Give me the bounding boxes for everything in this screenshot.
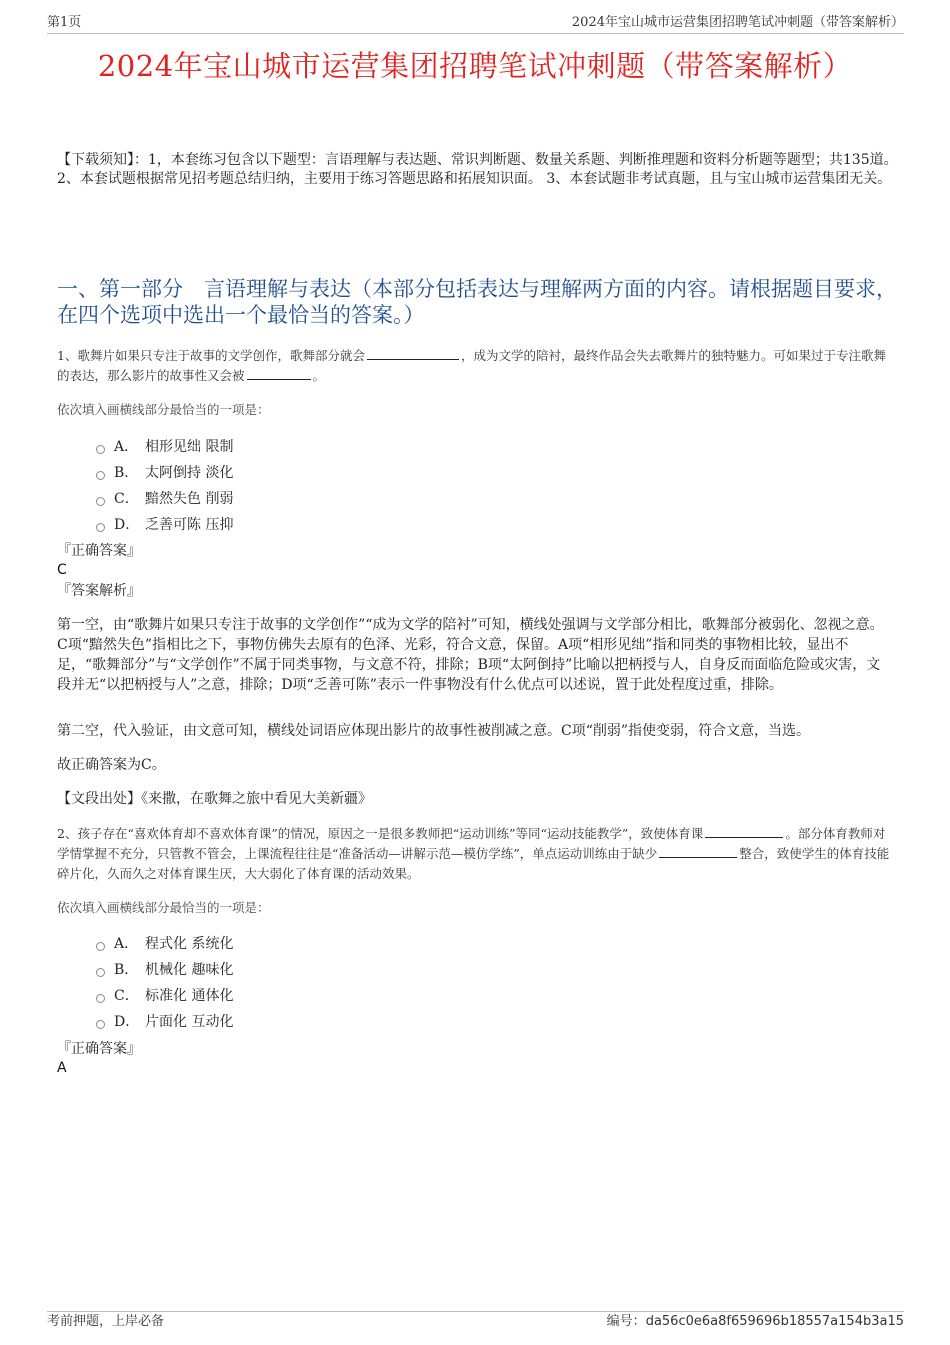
radio-icon[interactable]: [96, 994, 105, 1003]
question-2-blank-1: [705, 824, 783, 838]
footer-document-code: [607, 1313, 904, 1331]
question-1-blank-2: [247, 366, 311, 380]
question-1-text-part-a: 1、歌舞片如果只专注于故事的文学创作，歌舞部分就会: [57, 348, 365, 363]
question-1-prompt: 依次填入画横线部分最恰当的一项是：: [57, 402, 270, 417]
download-notice: 【下载须知】：1，本套练习包含以下题型：言语理解与表达题、常识判断题、数量关系题、判断推理题和资料分析题等题型；共135道。 2、本套试题根据常见招考题总结归纳，主要用于练习答题思路和拓展知识面。 3、本套试题非考试真题，且与宝山城市运营集团无关。: [57, 152, 898, 187]
radio-icon[interactable]: [96, 471, 105, 480]
section-heading: 一、第一部分 言语理解与表达（本部分包括表达与理解两方面的内容。请根据题目要求，在四个选项中选出一个最恰当的答案。）: [57, 277, 897, 327]
question-1-text-part-c: 。: [312, 368, 326, 383]
question-1-blank-1: [367, 346, 459, 360]
footer-code-value: da56c0e6a8f659696b18557a154b3a15: [645, 1314, 904, 1329]
question-2-answer: A: [57, 1060, 67, 1076]
question-1-answer-label: 『正确答案』: [57, 543, 141, 559]
question-1-analysis-paragraph-1: 第一空，由“歌舞片如果只专注于故事的文学创作”“成为文学的陪衬”可知，横线处强调与文学部分相比，歌舞部分被弱化、忽视之意。C项“黯然失色”指相比之下，事物仿佛失去原有的色泽、光彩，符合文意，保留。A项“相形见绌”指和同类的事物相比较，显出不足，“歌舞部分”与“文学创作”不属于同类事物，与文意不符，排除；B项“太阿倒持”比喻以把柄授与人，自身反而面临危险或灾害，文段并无“以把柄授与人”之意，排除；D项“乏善可陈”表示一件事物没有什么优点可以述说，置于此处程度过重，排除。: [57, 617, 884, 693]
question-1-analysis-label: 『答案解析』: [57, 583, 141, 599]
question-1-option-d[interactable]: D． 乏善可陈 压抑: [96, 511, 233, 537]
question-2-option-d[interactable]: D． 片面化 互动化: [96, 1008, 233, 1034]
radio-icon[interactable]: [96, 497, 105, 506]
question-1-analysis-paragraph-2: 第二空，代入验证，由文意可知，横线处词语应体现出影片的故事性被削减之意。C项“削弱”指使变弱，符合文意，当选。: [57, 723, 811, 739]
question-1-text-part-b: ，成为文学的陪衬，最终作品会失去歌舞片的独特魅力。可如果过于专注歌舞的表达，那么影片的故事性又会被: [57, 348, 886, 383]
question-2-text-part-a: 2、孩子存在“喜欢体育却不喜欢体育课”的情况，原因之一是很多教师把“运动训练”等同“运动技能教学”，致使体育课: [57, 826, 704, 841]
question-1-answer: C: [57, 562, 67, 578]
question-1-analysis-paragraph-3: 故正确答案为C。: [57, 757, 166, 773]
question-1-source: 【文段出处】《来撒，在歌舞之旅中看见大美新疆》: [57, 791, 372, 807]
question-2-options: [96, 930, 233, 1034]
question-1-option-b[interactable]: B． 太阿倒持 淡化: [96, 459, 233, 485]
footer-divider: [47, 1311, 904, 1312]
question-1-text: [57, 346, 897, 386]
question-2-text-part-b: 。部分体育教师对学情掌握不充分，只管教不管会，上课流程往往是“准备活动—讲解示范—模仿学练”，单点运动训练由于缺少: [57, 826, 886, 861]
radio-icon[interactable]: [96, 523, 105, 532]
footer-slogan: 考前押题，上岸必备: [47, 1314, 165, 1329]
question-1-option-c[interactable]: C． 黯然失色 削弱: [96, 485, 233, 511]
question-2-option-c[interactable]: C． 标准化 通体化: [96, 982, 233, 1008]
radio-icon[interactable]: [96, 942, 105, 951]
question-2-blank-2: [659, 844, 737, 858]
page-title: 2024年宝山城市运营集团招聘笔试冲刺题（带答案解析）: [97, 49, 853, 83]
question-2-option-a[interactable]: A． 程式化 系统化: [96, 930, 233, 956]
question-2-option-b[interactable]: B． 机械化 趣味化: [96, 956, 233, 982]
radio-icon[interactable]: [96, 1020, 105, 1029]
header-page-number: 第1页: [47, 15, 82, 30]
header-doc-title: 2024年宝山城市运营集团招聘笔试冲刺题（带答案解析）: [571, 15, 904, 30]
question-1-option-a[interactable]: A． 相形见绌 限制: [96, 433, 233, 459]
question-2-text: [57, 824, 897, 884]
question-2-text-part-c: 整合，致使学生的体育技能碎片化，久而久之对体育课生厌，大大弱化了体育课的活动效果。: [57, 846, 890, 881]
header-divider: [47, 33, 904, 34]
question-2-prompt: 依次填入画横线部分最恰当的一项是：: [57, 900, 270, 915]
footer-code-label: 编号：: [606, 1314, 646, 1329]
question-2-answer-label: 『正确答案』: [57, 1041, 141, 1057]
radio-icon[interactable]: [96, 445, 105, 454]
radio-icon[interactable]: [96, 968, 105, 977]
question-1-options: [96, 433, 233, 537]
